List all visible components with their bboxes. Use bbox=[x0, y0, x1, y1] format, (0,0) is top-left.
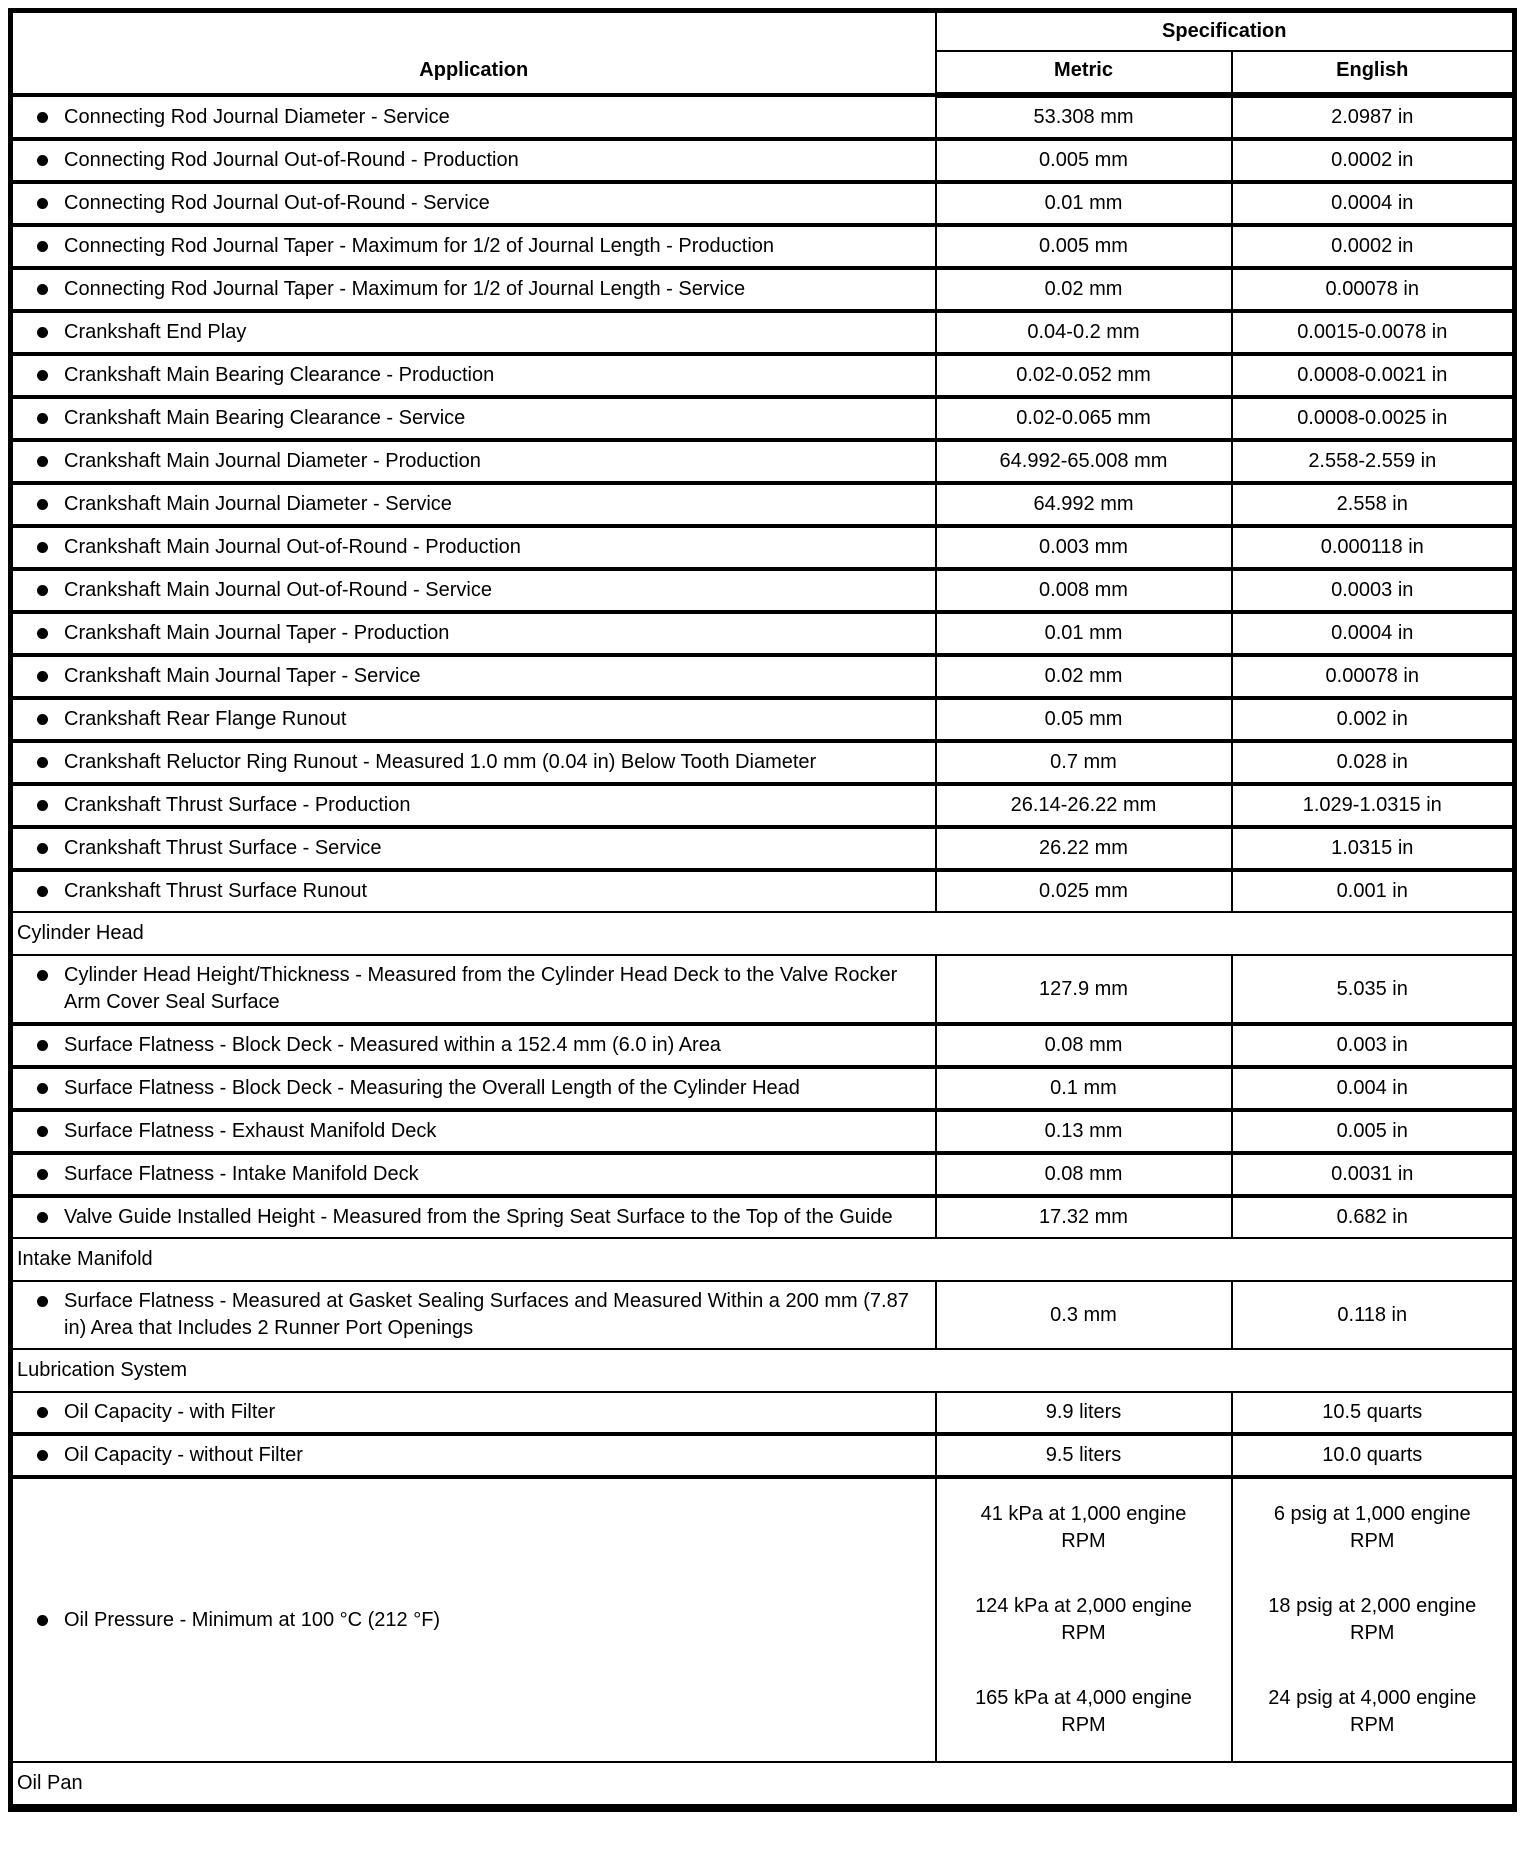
table-body bbox=[11, 95, 1515, 1808]
english-value-cell bbox=[1232, 1024, 1515, 1067]
application-content bbox=[37, 878, 925, 905]
application-content bbox=[37, 962, 925, 1016]
english-value: 0.00078 in bbox=[1325, 278, 1419, 300]
bullet-icon bbox=[37, 327, 48, 338]
application-cell bbox=[11, 354, 936, 397]
metric-value-cell bbox=[936, 569, 1232, 612]
metric-value: 0.01 mm bbox=[1044, 622, 1123, 644]
english-value: 0.0015-0.0078 in bbox=[1297, 321, 1448, 343]
application-text: Valve Guide Installed Height - Measured from the Spring Seat Surface to the Top of the Guide bbox=[64, 1206, 893, 1228]
spec-row bbox=[11, 139, 1515, 182]
english-value-cell bbox=[1232, 698, 1515, 741]
spec-row bbox=[11, 483, 1515, 526]
application-cell bbox=[11, 95, 936, 139]
english-value: 0.004 in bbox=[1336, 1077, 1408, 1099]
english-value: 0.002 in bbox=[1336, 708, 1408, 730]
english-value-cell bbox=[1232, 225, 1515, 268]
application-text: Crankshaft Main Bearing Clearance - Production bbox=[64, 364, 495, 386]
application-text: Crankshaft Main Journal Out-of-Round - Service bbox=[64, 579, 492, 601]
metric-value: 0.02 mm bbox=[1044, 278, 1123, 300]
metric-value: 64.992 mm bbox=[1033, 493, 1134, 515]
metric-value: 0.005 mm bbox=[1039, 149, 1128, 171]
english-value: 1.029-1.0315 in bbox=[1302, 794, 1442, 816]
application-text: Crankshaft Main Journal Out-of-Round - Production bbox=[64, 536, 521, 558]
application-content bbox=[37, 104, 925, 131]
application-cell bbox=[11, 1110, 936, 1153]
application-text: Oil Capacity - without Filter bbox=[64, 1444, 303, 1466]
english-value-cell bbox=[1232, 1281, 1515, 1349]
english-value-cell bbox=[1232, 354, 1515, 397]
spec-row bbox=[11, 268, 1515, 311]
metric-value-cell bbox=[936, 1153, 1232, 1196]
application-cell bbox=[11, 955, 936, 1024]
spec-row bbox=[11, 827, 1515, 870]
metric-value: 0.08 mm bbox=[1044, 1163, 1123, 1185]
bullet-icon bbox=[37, 970, 48, 981]
spec-row bbox=[11, 1110, 1515, 1153]
metric-value-cell bbox=[936, 870, 1232, 912]
application-content bbox=[37, 233, 925, 260]
english-value-cell bbox=[1232, 440, 1515, 483]
bullet-icon bbox=[37, 1450, 48, 1461]
metric-value: 0.025 mm bbox=[1039, 880, 1128, 902]
section-label: Oil Pan bbox=[17, 1772, 83, 1794]
metric-value-cell bbox=[936, 182, 1232, 225]
application-text: Crankshaft Main Bearing Clearance - Service bbox=[64, 407, 466, 429]
english-value-cell bbox=[1232, 1067, 1515, 1110]
metric-value: 0.01 mm bbox=[1044, 192, 1123, 214]
spec-row bbox=[11, 870, 1515, 912]
application-cell bbox=[11, 483, 936, 526]
bullet-icon bbox=[37, 1169, 48, 1180]
spec-row bbox=[11, 569, 1515, 612]
application-content bbox=[37, 147, 925, 174]
application-text: Surface Flatness - Exhaust Manifold Deck bbox=[64, 1120, 437, 1142]
english-value-cell bbox=[1232, 483, 1515, 526]
bullet-icon bbox=[37, 757, 48, 768]
metric-value-cell bbox=[936, 955, 1232, 1024]
section-row bbox=[11, 1238, 1515, 1281]
specifications-table bbox=[8, 8, 1517, 1812]
english-value: 0.0002 in bbox=[1331, 235, 1414, 257]
application-cell bbox=[11, 1392, 936, 1434]
application-text: Oil Pressure - Minimum at 100 °C (212 °F) bbox=[64, 1608, 441, 1631]
metric-value-cell bbox=[936, 1024, 1232, 1067]
metric-value-cell bbox=[936, 784, 1232, 827]
application-text: Surface Flatness - Block Deck - Measuring the Overall Length of the Cylinder Head bbox=[64, 1077, 800, 1099]
english-value: 10.5 quarts bbox=[1322, 1401, 1423, 1423]
application-cell bbox=[11, 827, 936, 870]
application-content bbox=[37, 706, 925, 733]
english-value: 0.0004 in bbox=[1331, 622, 1414, 644]
application-text: Connecting Rod Journal Out-of-Round - Service bbox=[64, 192, 490, 214]
metric-value-group: 165 kPa at 4,000 engine RPM bbox=[975, 1687, 1192, 1736]
application-cell bbox=[11, 225, 936, 268]
metric-value: 64.992-65.008 mm bbox=[999, 450, 1168, 472]
section-label: Lubrication System bbox=[17, 1359, 188, 1381]
metric-value-cell bbox=[936, 655, 1232, 698]
bullet-icon bbox=[37, 1296, 48, 1307]
application-cell bbox=[11, 526, 936, 569]
application-text: Oil Capacity - with Filter bbox=[64, 1401, 276, 1423]
metric-value: 0.008 mm bbox=[1039, 579, 1128, 601]
metric-value-cell bbox=[936, 440, 1232, 483]
bullet-icon bbox=[37, 1083, 48, 1094]
spec-row bbox=[11, 1434, 1515, 1477]
application-cell bbox=[11, 1024, 936, 1067]
english-column-header: English bbox=[1232, 51, 1515, 95]
metric-value-cell bbox=[936, 1196, 1232, 1238]
english-value: 0.0031 in bbox=[1331, 1163, 1414, 1185]
english-value-cell bbox=[1232, 1392, 1515, 1434]
english-value-cell bbox=[1232, 955, 1515, 1024]
bullet-icon bbox=[37, 112, 48, 123]
spec-row bbox=[11, 655, 1515, 698]
spec-row bbox=[11, 698, 1515, 741]
application-cell bbox=[11, 139, 936, 182]
metric-value-cell bbox=[936, 483, 1232, 526]
bullet-icon bbox=[37, 585, 48, 596]
application-text: Connecting Rod Journal Diameter - Service bbox=[64, 105, 450, 128]
metric-value-cell bbox=[936, 225, 1232, 268]
metric-value: 0.005 mm bbox=[1039, 235, 1128, 257]
metric-value-cell bbox=[936, 139, 1232, 182]
application-text: Crankshaft Main Journal Diameter - Production bbox=[64, 450, 481, 472]
application-content bbox=[37, 362, 925, 389]
application-text: Crankshaft Rear Flange Runout bbox=[64, 708, 347, 730]
application-content bbox=[37, 1442, 925, 1469]
metric-value: 53.308 mm bbox=[1033, 106, 1134, 128]
metric-value: 127.9 mm bbox=[1039, 977, 1128, 1000]
application-content bbox=[37, 1161, 925, 1188]
application-cell bbox=[11, 569, 936, 612]
english-value: 0.0004 in bbox=[1331, 192, 1414, 214]
english-value: 0.005 in bbox=[1336, 1120, 1408, 1142]
application-content bbox=[37, 620, 925, 647]
table-header bbox=[11, 11, 1515, 96]
english-value-group: 6 psig at 1,000 engine RPM bbox=[1273, 1503, 1471, 1552]
english-value-cell bbox=[1232, 526, 1515, 569]
application-content bbox=[37, 534, 925, 561]
english-value-cell bbox=[1232, 268, 1515, 311]
spec-row bbox=[11, 1067, 1515, 1110]
bullet-icon bbox=[37, 843, 48, 854]
bullet-icon bbox=[37, 198, 48, 209]
application-text: Cylinder Head Height/Thickness - Measured from the Cylinder Head Deck to the Valve Rocker Arm Cover Seal Surface bbox=[64, 964, 898, 1013]
application-text: Surface Flatness - Block Deck - Measured within a 152.4 mm (6.0 in) Area bbox=[64, 1034, 721, 1056]
bullet-icon bbox=[37, 714, 48, 725]
english-value: 0.028 in bbox=[1336, 751, 1408, 773]
application-content bbox=[37, 1607, 925, 1634]
bullet-icon bbox=[37, 1212, 48, 1223]
metric-value-cell bbox=[936, 1110, 1232, 1153]
application-content bbox=[37, 1075, 925, 1102]
application-cell bbox=[11, 870, 936, 912]
english-value-cell bbox=[1232, 612, 1515, 655]
metric-value: 0.02 mm bbox=[1044, 665, 1123, 687]
application-cell bbox=[11, 698, 936, 741]
english-value-cell bbox=[1232, 1434, 1515, 1477]
metric-value-cell bbox=[936, 268, 1232, 311]
metric-value: 0.7 mm bbox=[1050, 751, 1117, 773]
metric-value-cell bbox=[936, 1392, 1232, 1434]
bullet-icon bbox=[37, 886, 48, 897]
english-value: 10.0 quarts bbox=[1322, 1444, 1423, 1466]
specification-column-header: Specification bbox=[936, 11, 1515, 52]
english-value: 0.001 in bbox=[1336, 880, 1408, 902]
application-cell bbox=[11, 784, 936, 827]
english-value-cell bbox=[1232, 827, 1515, 870]
application-content bbox=[37, 405, 925, 432]
application-cell bbox=[11, 1477, 936, 1762]
application-cell bbox=[11, 1067, 936, 1110]
english-value: 1.0315 in bbox=[1331, 837, 1414, 859]
spec-row bbox=[11, 225, 1515, 268]
metric-value-cell bbox=[936, 698, 1232, 741]
bullet-icon bbox=[37, 800, 48, 811]
application-text: Crankshaft Main Journal Diameter - Service bbox=[64, 493, 452, 515]
application-cell bbox=[11, 655, 936, 698]
english-value: 2.558 in bbox=[1336, 493, 1408, 515]
application-content bbox=[37, 448, 925, 475]
english-value: 0.0002 in bbox=[1331, 149, 1414, 171]
application-cell bbox=[11, 1281, 936, 1349]
header-row-specification bbox=[11, 11, 1515, 52]
metric-value: 0.1 mm bbox=[1050, 1077, 1117, 1099]
metric-value-cell bbox=[936, 354, 1232, 397]
spec-row bbox=[11, 612, 1515, 655]
metric-value-cell bbox=[936, 741, 1232, 784]
spec-row bbox=[11, 741, 1515, 784]
bullet-icon bbox=[37, 456, 48, 467]
english-value-group: 18 psig at 2,000 engine RPM bbox=[1268, 1595, 1477, 1644]
metric-value-group: 124 kPa at 2,000 engine RPM bbox=[975, 1595, 1192, 1644]
english-value-cell bbox=[1232, 95, 1515, 139]
application-content bbox=[37, 577, 925, 604]
metric-column-header: Metric bbox=[936, 51, 1232, 95]
english-value-group: 24 psig at 4,000 engine RPM bbox=[1268, 1687, 1477, 1736]
application-text: Crankshaft Reluctor Ring Runout - Measured 1.0 mm (0.04 in) Below Tooth Diameter bbox=[64, 751, 817, 773]
application-cell bbox=[11, 397, 936, 440]
application-content bbox=[37, 276, 925, 303]
bullet-icon bbox=[37, 284, 48, 295]
application-text: Surface Flatness - Intake Manifold Deck bbox=[64, 1163, 419, 1185]
application-content bbox=[37, 190, 925, 217]
application-content bbox=[37, 835, 925, 862]
application-cell bbox=[11, 182, 936, 225]
metric-value: 0.02-0.065 mm bbox=[1016, 407, 1151, 429]
bullet-icon bbox=[37, 1615, 48, 1626]
metric-value-cell bbox=[936, 526, 1232, 569]
application-text: Connecting Rod Journal Taper - Maximum for 1/2 of Journal Length - Production bbox=[64, 235, 775, 257]
metric-value: 9.5 liters bbox=[1045, 1444, 1122, 1466]
application-content bbox=[37, 663, 925, 690]
section-label: Cylinder Head bbox=[17, 922, 144, 944]
bullet-icon bbox=[37, 370, 48, 381]
bullet-icon bbox=[37, 542, 48, 553]
metric-value: 0.08 mm bbox=[1044, 1034, 1123, 1056]
metric-value: 0.05 mm bbox=[1044, 708, 1123, 730]
spec-row bbox=[11, 397, 1515, 440]
metric-value: 17.32 mm bbox=[1039, 1206, 1128, 1228]
application-content bbox=[37, 792, 925, 819]
section-label: Intake Manifold bbox=[17, 1248, 153, 1270]
application-text: Crankshaft Main Journal Taper - Service bbox=[64, 665, 421, 687]
metric-value: 0.04-0.2 mm bbox=[1027, 321, 1140, 343]
english-value-cell bbox=[1232, 569, 1515, 612]
application-cell bbox=[11, 1434, 936, 1477]
metric-value-cell bbox=[936, 612, 1232, 655]
section-row bbox=[11, 1762, 1515, 1808]
application-content bbox=[37, 1204, 925, 1231]
metric-value-cell bbox=[936, 397, 1232, 440]
bullet-icon bbox=[37, 628, 48, 639]
english-value: 0.682 in bbox=[1336, 1206, 1408, 1228]
english-value-cell bbox=[1232, 397, 1515, 440]
english-value-cell bbox=[1232, 1196, 1515, 1238]
metric-value: 0.02-0.052 mm bbox=[1016, 364, 1151, 386]
english-value-cell bbox=[1232, 784, 1515, 827]
bullet-icon bbox=[37, 1126, 48, 1137]
bullet-icon bbox=[37, 1407, 48, 1418]
application-content bbox=[37, 1118, 925, 1145]
spec-row bbox=[11, 1196, 1515, 1238]
spec-row bbox=[11, 784, 1515, 827]
metric-value: 9.9 liters bbox=[1045, 1401, 1122, 1423]
spec-row bbox=[11, 526, 1515, 569]
english-value-cell bbox=[1232, 655, 1515, 698]
spec-row bbox=[11, 182, 1515, 225]
metric-value-cell bbox=[936, 1477, 1232, 1762]
application-cell bbox=[11, 1196, 936, 1238]
spec-row bbox=[11, 440, 1515, 483]
bullet-icon bbox=[37, 241, 48, 252]
english-value: 2.558-2.559 in bbox=[1308, 450, 1437, 472]
metric-value: 26.14-26.22 mm bbox=[1010, 794, 1157, 816]
bullet-icon bbox=[37, 499, 48, 510]
metric-value-cell bbox=[936, 1281, 1232, 1349]
application-content bbox=[37, 1399, 925, 1426]
spec-row bbox=[11, 354, 1515, 397]
english-value: 2.0987 in bbox=[1331, 106, 1414, 128]
spec-row bbox=[11, 1281, 1515, 1349]
application-text: Connecting Rod Journal Taper - Maximum for 1/2 of Journal Length - Service bbox=[64, 278, 746, 300]
application-cell bbox=[11, 311, 936, 354]
english-value-cell bbox=[1232, 311, 1515, 354]
application-cell bbox=[11, 440, 936, 483]
spec-row bbox=[11, 311, 1515, 354]
section-row bbox=[11, 912, 1515, 955]
metric-value: 0.13 mm bbox=[1044, 1120, 1123, 1142]
metric-value-cell bbox=[936, 827, 1232, 870]
application-column-header: Application bbox=[419, 59, 529, 81]
application-cell bbox=[11, 1153, 936, 1196]
application-text: Connecting Rod Journal Out-of-Round - Production bbox=[64, 149, 519, 171]
spec-row bbox=[11, 955, 1515, 1024]
section-row bbox=[11, 1349, 1515, 1392]
metric-value: 26.22 mm bbox=[1039, 837, 1128, 859]
bullet-icon bbox=[37, 413, 48, 424]
english-value: 0.0008-0.0021 in bbox=[1297, 364, 1448, 386]
application-text: Crankshaft Thrust Surface - Service bbox=[64, 837, 382, 859]
english-value: 5.035 in bbox=[1336, 977, 1408, 1000]
metric-value-cell bbox=[936, 311, 1232, 354]
english-value: 0.000118 in bbox=[1320, 536, 1424, 558]
application-content bbox=[37, 1032, 925, 1059]
english-value: 0.118 in bbox=[1337, 1303, 1408, 1326]
english-value: 0.00078 in bbox=[1325, 665, 1419, 687]
metric-value-cell bbox=[936, 95, 1232, 139]
metric-value-cell bbox=[936, 1434, 1232, 1477]
bullet-icon bbox=[37, 671, 48, 682]
application-content bbox=[37, 749, 925, 776]
spec-row bbox=[11, 1024, 1515, 1067]
spec-row bbox=[11, 1477, 1515, 1762]
metric-value: 0.3 mm bbox=[1050, 1303, 1117, 1326]
application-text: Crankshaft Thrust Surface Runout bbox=[64, 880, 368, 902]
english-value-cell bbox=[1232, 139, 1515, 182]
english-value-cell bbox=[1232, 1477, 1515, 1762]
english-value-cell bbox=[1232, 741, 1515, 784]
metric-value: 0.003 mm bbox=[1039, 536, 1128, 558]
application-text: Surface Flatness - Measured at Gasket Sealing Surfaces and Measured Within a 200 mm (7.87 in) Area that Includes 2 Runner Port Openings bbox=[64, 1290, 909, 1339]
application-cell bbox=[11, 268, 936, 311]
application-content bbox=[37, 319, 925, 346]
english-value-cell bbox=[1232, 1110, 1515, 1153]
application-cell bbox=[11, 741, 936, 784]
english-value: 0.0008-0.0025 in bbox=[1297, 407, 1448, 429]
application-text: Crankshaft Thrust Surface - Production bbox=[64, 794, 411, 816]
application-text: Crankshaft End Play bbox=[64, 321, 247, 343]
metric-value-group: 41 kPa at 1,000 engine RPM bbox=[980, 1503, 1187, 1552]
application-text: Crankshaft Main Journal Taper - Production bbox=[64, 622, 450, 644]
english-value-cell bbox=[1232, 182, 1515, 225]
spec-row bbox=[11, 1153, 1515, 1196]
english-value-cell bbox=[1232, 1153, 1515, 1196]
english-value-cell bbox=[1232, 870, 1515, 912]
spec-row bbox=[11, 95, 1515, 139]
bullet-icon bbox=[37, 1040, 48, 1051]
metric-value-cell bbox=[936, 1067, 1232, 1110]
english-value: 0.0003 in bbox=[1331, 579, 1414, 601]
application-content bbox=[37, 491, 925, 518]
application-content bbox=[37, 1288, 925, 1342]
application-cell bbox=[11, 612, 936, 655]
spec-row bbox=[11, 1392, 1515, 1434]
english-value: 0.003 in bbox=[1336, 1034, 1408, 1056]
bullet-icon bbox=[37, 155, 48, 166]
